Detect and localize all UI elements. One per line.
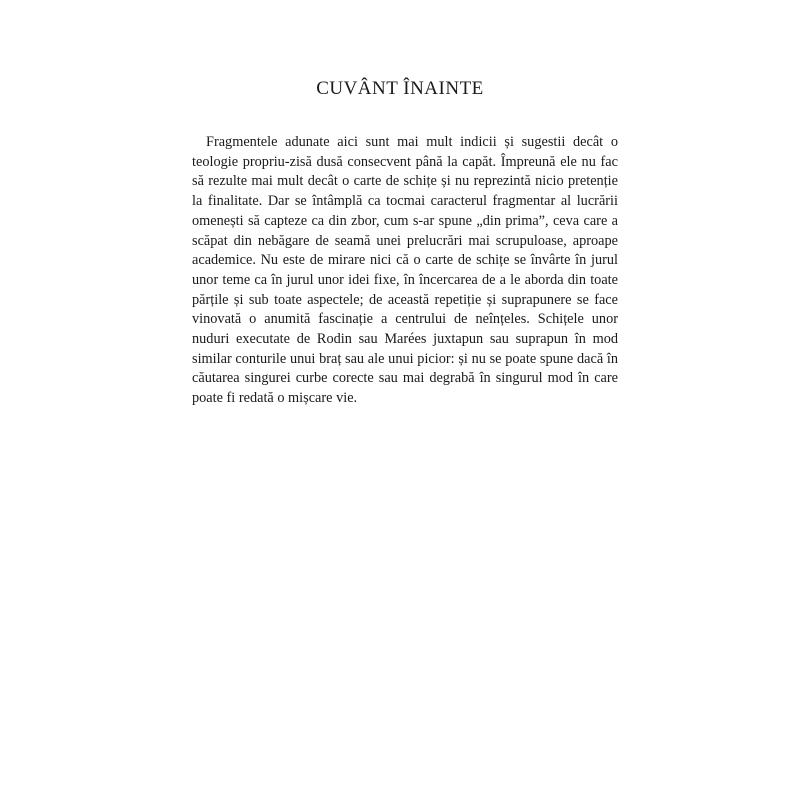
page-title: CUVÂNT ÎNAINTE <box>316 78 484 99</box>
body-paragraph: Fragmentele adunate aici sunt mai mult indicii și sugestii decât o teologie propriu-zisă dusă consecvent până la capăt. Împreună ele nu fac să rezulte mai mult decât o carte de schițe și nu reprezintă nicio pretenție la finalitate. Dar se întâmplă ca tocmai caracterul fragmentar al lucrării omenești să capteze ca din zbor, cum s-ar spune „din prima”, ceva care a scăpat din nebăgare de seamă unei prelucrări mai scrupuloase, aproape academice. Nu este de mirare nici că o carte de schițe se învârte în jurul unor teme ca în jurul unor idei fixe, în încercarea de a le aborda din toate părțile și sub toate aspectele; de această repetiție și suprapunere se face vinovată o anumită fascinație a centrului de neînțeles. Schițele unor nuduri executate de Rodin sau Marées juxtapun sau suprapun în mod similar conturile unui braț sau ale unui picior: și nu se poate spune dacă în căutarea singurei curbe corecte sau mai degrabă în singurul mod în care poate fi redată o mișcare vie. <box>192 134 618 407</box>
